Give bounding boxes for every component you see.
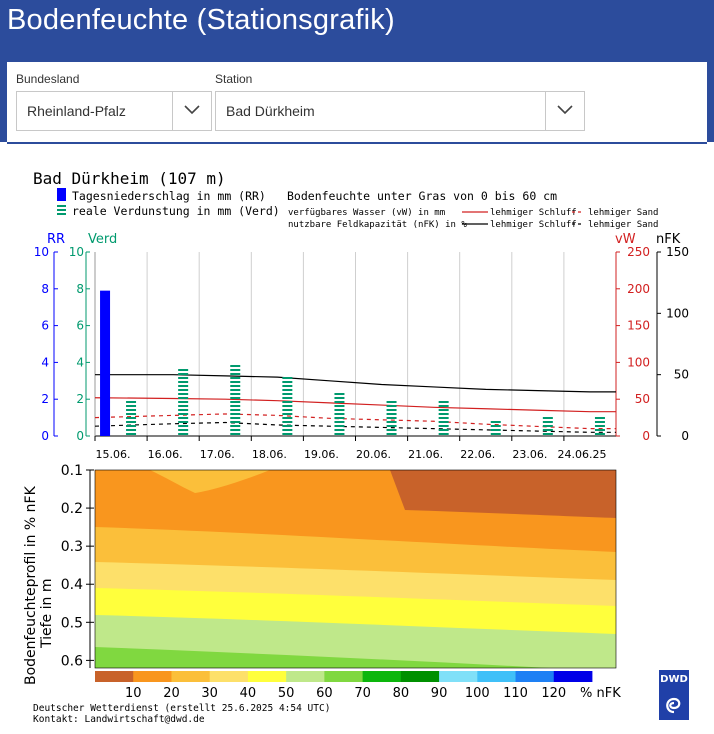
verd-bar-stripe [595,425,605,427]
colorbar-tick-label: 10 [124,686,142,701]
colorbar-tick-label: 80 [392,686,410,701]
verd-bar-stripe [282,377,292,379]
verd-bar-stripe [439,405,449,407]
verd-tick-label: 0 [76,429,84,443]
profile-ylabel-depth: Tiefe in m [39,578,55,648]
verd-bar-stripe [543,421,553,423]
verd-bar-stripe [178,389,188,391]
colorbar-swatch [401,671,440,682]
x-tick-label: 20.06. [356,448,392,461]
legend-rr-swatch [57,188,66,201]
verd-bar-stripe [282,409,292,411]
verd-bar-stripe [230,385,240,387]
depth-tick-label: 0.5 [60,615,83,632]
depth-tick-label: 0.6 [60,653,83,670]
verd-bar-stripe [230,397,240,399]
verd-bar [282,377,292,435]
colorbar-tick-label: 50 [277,686,295,701]
depth-tick-label: 0.3 [60,539,83,556]
page-title: Bodenfeuchte (Stationsgrafik) [7,4,395,36]
axis-label-verd: Verd [88,232,118,247]
verd-bar-stripe [282,433,292,435]
depth-tick-label: 0.1 [60,463,83,479]
colorbar-swatch [248,671,287,682]
verd-bar-stripe [334,401,344,403]
colorbar-swatch [286,671,325,682]
verd-bar-stripe [334,425,344,427]
verd-bar-stripe [230,389,240,391]
nfk-tick-label: 0 [681,429,689,443]
verd-bar-stripe [387,417,397,419]
colorbar-swatch [171,671,210,682]
verd-bar-stripe [334,433,344,435]
axis-label-rr: RR [47,232,66,247]
verd-bar-stripe [178,425,188,427]
profile-ylabel: Bodenfeuchteprofil in % nFK [23,486,39,685]
verd-bar-stripe [282,425,292,427]
x-tick-label: 15.06. [95,448,131,461]
legend-nfk: nutzbare Feldkapazität (nFK) in % [288,220,467,230]
verd-bar-stripe [439,429,449,431]
chevron-down-icon [556,104,574,116]
verd-bar-stripe [230,393,240,395]
verd-bar-stripe [387,405,397,407]
verd-bar-stripe [282,401,292,403]
colorbar-tick-label: 70 [354,686,371,701]
colorbar-tick-label: 40 [239,686,257,701]
verd-bar-stripe [491,421,501,423]
verd-bar [491,421,501,435]
rr-tick-label: 4 [41,355,49,370]
verd-bar-stripe [230,401,240,403]
colorbar-swatch [439,671,478,682]
nfk-tick-label: 100 [666,306,689,321]
verd-bar-stripe [178,393,188,395]
verd-bar-stripe [543,429,553,431]
verd-tick-label: 6 [76,318,84,333]
verd-bar-stripe [543,425,553,427]
colorbar-tick-label: 20 [163,686,180,701]
nfk-tick-label: 150 [666,245,689,259]
vw-tick-label: 250 [627,245,650,259]
verd-bar-stripe [126,413,136,415]
bundesland-dropdown-button[interactable] [172,92,211,130]
verd-bar-stripe [387,429,397,431]
x-tick-label: 18.06. [251,448,287,461]
station-dropdown-button[interactable] [545,92,584,130]
verd-tick-label: 10 [68,245,84,259]
vw-tick-label: 0 [642,429,650,443]
depth-tick-label: 0.4 [60,577,83,594]
soil-moisture-chart [0,144,714,734]
station-label: Station [215,72,253,86]
verd-bar-stripe [282,421,292,423]
verd-bar-stripe [126,401,136,403]
rr-bar [100,291,110,436]
verd-bar-stripe [230,405,240,407]
verd-bar-stripe [543,433,553,435]
verd-bar-stripe [282,429,292,431]
verd-bar-stripe [230,365,240,367]
verd-bar [178,369,188,435]
verd-bar-stripe [491,429,501,431]
colorbar-tick-label: 110 [503,686,528,701]
axis-label-nfk: nFK [656,232,681,247]
x-tick-label: 19.06. [303,448,339,461]
verd-bar-stripe [178,385,188,387]
legend-nfk-sand: lehmiger Sand [588,220,659,230]
chart-title: Bad Dürkheim (107 m) [33,169,226,188]
colorbar-unit: % nFK [580,686,621,701]
verd-bar-stripe [595,417,605,419]
colorbar-tick-label: 100 [464,686,490,701]
verd-bar-stripe [282,389,292,391]
verd-bar-stripe [595,433,605,435]
verd-bar-stripe [178,401,188,403]
verd-bar-stripe [178,369,188,371]
verd-bar-stripe [178,397,188,399]
verd-bar-stripe [491,433,501,435]
verd-bar-stripe [282,385,292,387]
moisture-profile-heatmap [95,470,616,668]
chevron-down-icon [183,104,201,116]
colorbar-tick-label: 30 [201,686,218,701]
verd-bar-stripe [230,413,240,415]
verd-tick-label: 8 [76,281,84,296]
verd-bar-stripe [178,413,188,415]
page-header [0,0,714,62]
rr-tick-label: 8 [41,281,49,296]
axis-label-vw: vW [615,232,636,247]
colorbar-tick-label: 120 [541,686,567,701]
legend-verd: reale Verdunstung in mm (Verd) [72,204,280,218]
verd-bar-stripe [439,433,449,435]
colorbar-swatch [324,671,363,682]
bundesland-label: Bundesland [16,72,80,86]
colorbar-swatch [516,671,555,682]
colorbar-swatch [363,671,402,682]
verd-bar-stripe [126,405,136,407]
rr-tick-label: 0 [41,429,49,443]
verd-bar-stripe [282,381,292,383]
legend-vw: verfügbares Wasser (vW) in mm [288,208,446,218]
bundesland-select[interactable] [16,91,212,131]
station-value: Bad Dürkheim [226,103,315,119]
verd-bar-stripe [387,401,397,403]
verd-bar-stripe [387,413,397,415]
verd-bar-stripe [439,401,449,403]
verd-bar [543,417,553,435]
legend-nfk-schluff: lehmiger Schluff [490,220,577,230]
station-select-group [215,72,585,131]
verd-bar-stripe [439,409,449,411]
verd-bar-stripe [178,421,188,423]
footer-credit: Deutscher Wetterdienst (erstellt 25.6.2025 4:54 UTC) [33,703,331,714]
legend-rr: Tagesniederschlag in mm (RR) [72,189,266,203]
x-tick-label: 24.06.25 [557,448,607,461]
verd-bar-stripe [230,421,240,423]
verd-bar-stripe [126,433,136,435]
vw-tick-label: 50 [634,392,650,407]
verd-tick-label: 2 [76,392,84,407]
verd-bar-stripe [282,405,292,407]
verd-bar-stripe [491,425,501,427]
verd-bar-stripe [282,397,292,399]
verd-bar-stripe [126,425,136,427]
verd-bar-stripe [439,421,449,423]
x-tick-label: 21.06. [408,448,444,461]
verd-bar-stripe [178,433,188,435]
verd-bar-stripe [334,397,344,399]
verd-bar-stripe [230,381,240,383]
verd-bar-stripe [334,429,344,431]
verd-bar-stripe [282,413,292,415]
legend-verd-swatch [57,205,66,215]
bundesland-select-group [16,72,212,131]
dwd-logo [659,670,689,720]
vw-tick-label: 100 [627,355,650,370]
verd-bar-stripe [126,429,136,431]
verd-bar-stripe [334,421,344,423]
colorbar-swatch [554,671,593,682]
verd-bar-stripe [230,373,240,375]
verd-bar-stripe [439,425,449,427]
verd-bar-stripe [126,417,136,419]
verd-bar-stripe [178,405,188,407]
depth-tick-label: 0.2 [60,501,83,518]
x-tick-label: 22.06. [460,448,496,461]
bundesland-value: Rheinland-Pfalz [27,103,126,119]
x-tick-label: 17.06. [199,448,235,461]
colorbar-tick-label: 90 [430,686,448,701]
verd-bar-stripe [334,413,344,415]
verd-bar-stripe [178,377,188,379]
verd-bar-stripe [230,377,240,379]
vw-tick-label: 200 [627,281,650,296]
verd-bar [439,401,449,435]
station-selector-panel [0,62,714,142]
verd-bar-stripe [178,429,188,431]
nfk-tick-label: 50 [673,367,689,382]
x-tick-label: 23.06. [512,448,548,461]
verd-bar-stripe [543,417,553,419]
verd-bar-stripe [230,429,240,431]
verd-bar-stripe [178,417,188,419]
verd-bar-stripe [387,409,397,411]
verd-bar-stripe [126,409,136,411]
verd-bar-stripe [387,433,397,435]
verd-bar-stripe [387,421,397,423]
verd-bar-stripe [282,417,292,419]
verd-bar-stripe [334,405,344,407]
verd-bar [126,401,136,435]
verd-bar-stripe [334,409,344,411]
vw-tick-label: 150 [627,318,650,333]
verd-bar-stripe [282,393,292,395]
footer-contact[interactable]: Kontakt: Landwirtschaft@dwd.de [33,714,205,725]
verd-bar-stripe [387,425,397,427]
verd-bar-stripe [439,413,449,415]
verd-bar-stripe [595,421,605,423]
verd-bar-stripe [439,417,449,419]
colorbar-tick-label: 60 [316,686,333,701]
verd-bar-stripe [230,425,240,427]
verd-bar-stripe [334,417,344,419]
station-select[interactable] [215,91,585,131]
x-tick-label: 16.06. [147,448,183,461]
verd-bar-stripe [595,429,605,431]
verd-bar-stripe [126,421,136,423]
colorbar-swatch [95,671,134,682]
verd-bar-stripe [334,393,344,395]
colorbar-swatch [210,671,249,682]
rr-tick-label: 2 [41,392,49,407]
verd-bar [334,393,344,435]
profile-depth-axis [61,463,94,669]
rr-tick-label: 10 [33,245,49,259]
dwd-logo-text: DWD [660,674,688,685]
verd-bar-stripe [230,417,240,419]
colorbar-swatch [477,671,516,682]
verd-bar-stripe [178,409,188,411]
colorbar [95,671,592,701]
verd-tick-label: 4 [76,355,84,370]
rr-tick-label: 6 [41,318,49,333]
legend-vw-sand: lehmiger Sand [588,208,659,218]
verd-bar-stripe [230,409,240,411]
verd-bar-stripe [230,433,240,435]
verd-bar [387,401,397,435]
legend-vw-schluff: lehmiger Schluff [490,208,577,218]
verd-bar-stripe [178,381,188,383]
verd-bar-stripe [178,373,188,375]
colorbar-swatch [133,671,172,682]
verd-bar-stripe [230,369,240,371]
chart-subtitle: Bodenfeuchte unter Gras von 0 bis 60 cm [287,189,558,203]
